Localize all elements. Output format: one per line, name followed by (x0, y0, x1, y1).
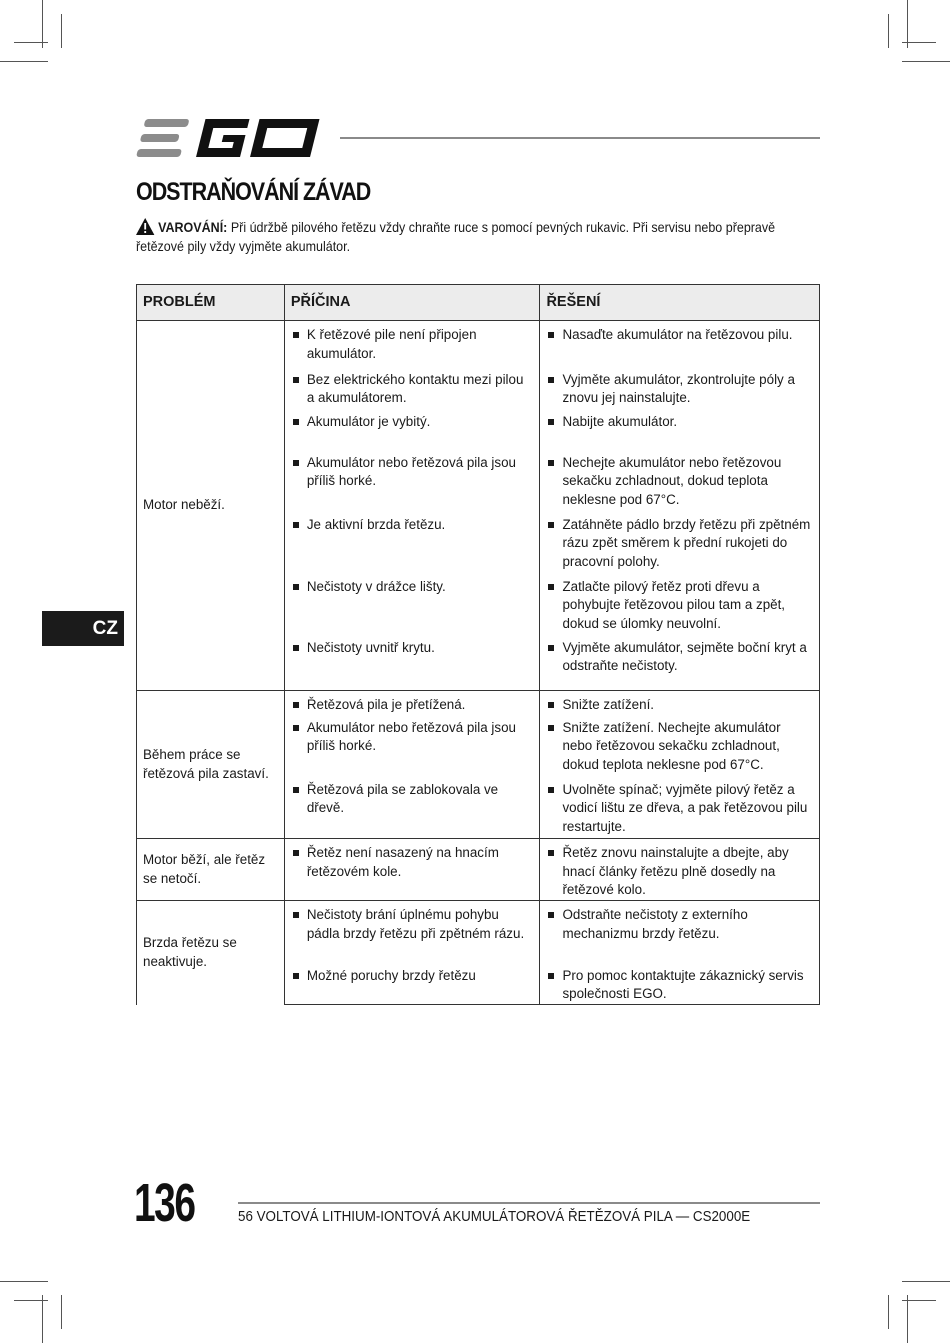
problem-cell: Během práce se řetězová pila zastaví. (137, 691, 285, 839)
table-row (137, 691, 820, 719)
crop-mark (907, 1295, 908, 1343)
cause-item: Bez elektrického kontaktu mezi pilou a akumulátorem. (285, 371, 540, 408)
crop-mark (14, 42, 48, 43)
solution-item: Pro pomoc kontaktujte zákaznický servis společnosti EGO. (540, 967, 819, 1004)
warning-icon (136, 218, 154, 235)
solution-item: Snižte zatížení. Nechejte akumulátor nebo řetězovou sekačku zchladnout, dokud teplota neklesne pod 67°C. (540, 719, 819, 775)
crop-mark (42, 0, 43, 48)
cause-item: Je aktivní brzda řetězu. (285, 516, 540, 535)
cause-item: Nečistoty brání úplnému pohybu pádla brzdy řetězu při zpětném rázu. (285, 906, 540, 943)
crop-mark (61, 1295, 62, 1329)
ego-logo (136, 117, 322, 159)
header-rule (340, 137, 820, 139)
problem-cell: Brzda řetězu se neaktivuje. (137, 901, 285, 1005)
crop-mark (42, 1295, 43, 1343)
column-header-problem: PROBLÉM (137, 285, 285, 321)
solution-item: Zatáhněte pádlo brzdy řetězu při zpětném rázu zpět směrem k přední rukojeti do pracovní polohy. (540, 516, 819, 572)
crop-mark (888, 1295, 889, 1329)
solution-item: Vyjměte akumulátor, sejměte boční kryt a odstraňte nečistoty. (540, 639, 819, 676)
cause-item: Nečistoty uvnitř krytu. (285, 639, 540, 658)
cause-item: Akumulátor nebo řetězová pila jsou příliš horké. (285, 719, 540, 756)
table-row (137, 839, 820, 901)
table-row (137, 321, 820, 368)
crop-mark (902, 42, 936, 43)
warning-label: VAROVÁNÍ: (158, 220, 228, 235)
cause-item: K řetězové pile není připojen akumulátor. (285, 326, 540, 363)
warning-text: Při údržbě pilového řetězu vždy chraňte ruce s pomocí pevných rukavic. Při servisu nebo přepravě řetězové pily vždy vyjměte akumulátor. (136, 220, 776, 254)
solution-item: Snižte zatížení. (540, 696, 819, 715)
crop-mark (902, 1281, 950, 1282)
crop-mark (61, 14, 62, 48)
cause-item: Nečistoty v drážce lišty. (285, 578, 540, 597)
cause-item: Akumulátor nebo řetězová pila jsou příliš horké. (285, 454, 540, 491)
crop-mark (888, 14, 889, 48)
solution-item: Uvolněte spínač; vyjměte pilový řetěz a vodicí lištu ze dřeva, a pak řetězovou pilu restartujte. (540, 781, 819, 837)
page-number: 136 (134, 1173, 195, 1233)
cause-item: Řetězová pila je přetížená. (285, 696, 540, 715)
crop-mark (902, 1300, 936, 1301)
language-tab: CZ (42, 611, 124, 646)
table-row (137, 901, 820, 967)
table-header-row (137, 285, 820, 321)
warning-note (136, 218, 820, 256)
crop-mark (14, 1300, 48, 1301)
footer-rule (238, 1202, 820, 1204)
problem-cell: Motor běží, ale řetěz se netočí. (137, 839, 285, 901)
page-title: ODSTRAŇOVÁNÍ ZÁVAD (136, 178, 371, 206)
troubleshooting-table (136, 284, 820, 1005)
solution-item: Nechejte akumulátor nebo řetězovou sekačku zchladnout, dokud teplota neklesne pod 67°C. (540, 454, 819, 510)
crop-mark (0, 1281, 48, 1282)
column-header-solution: ŘEŠENÍ (540, 285, 820, 321)
problem-cell: Motor neběží. (137, 321, 285, 691)
solution-item: Zatlačte pilový řetěz proti dřevu a pohybujte řetězovou pilou tam a zpět, dokud se úlomky neuvolní. (540, 578, 819, 634)
solution-item: Řetěz znovu nainstalujte a dbejte, aby hnací články řetězu plně dosedly na řetězové kolo. (540, 844, 819, 900)
cause-item: Možné poruchy brzdy řetězu (285, 967, 540, 986)
cause-item: Řetěz není nasazený na hnacím řetězovém kole. (285, 844, 540, 881)
column-header-cause: PŘÍČINA (284, 285, 540, 321)
cause-item: Akumulátor je vybitý. (285, 413, 540, 432)
solution-item: Nasaďte akumulátor na řetězovou pilu. (540, 326, 819, 345)
solution-item: Odstraňte nečistoty z externího mechanizmu brzdy řetězu. (540, 906, 819, 943)
cause-item: Řetězová pila se zablokovala ve dřevě. (285, 781, 540, 818)
crop-mark (907, 0, 908, 48)
crop-mark (0, 61, 48, 62)
crop-mark (902, 61, 950, 62)
solution-item: Vyjměte akumulátor, zkontrolujte póly a znovu jej nainstalujte. (540, 371, 819, 408)
solution-item: Nabijte akumulátor. (540, 413, 819, 432)
footer-title: 56 VOLTOVÁ LITHIUM-IONTOVÁ AKUMULÁTOROVÁ ŘETĚZOVÁ PILA — CS2000E (238, 1209, 751, 1225)
